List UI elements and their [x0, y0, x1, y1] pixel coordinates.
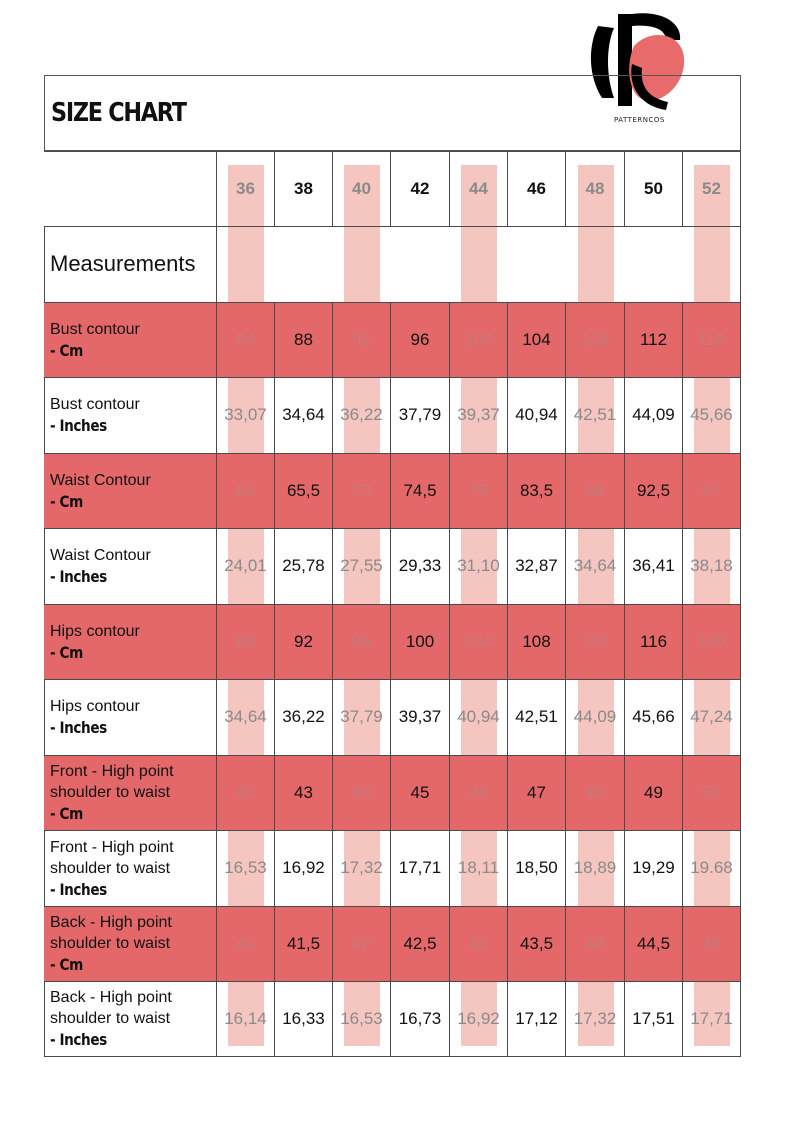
table-cell: 27,55 — [340, 556, 383, 576]
table-cell: 47 — [527, 782, 546, 802]
size-header-row — [44, 151, 741, 226]
measurement-name: Back - High point — [50, 989, 172, 1007]
table-cell: 39,37 — [457, 405, 500, 425]
table-cell: 16,92 — [282, 858, 325, 878]
table-cell: 100 — [405, 631, 435, 651]
measurement-name: Hips contour — [50, 698, 140, 716]
table-cell: 24,01 — [224, 556, 267, 576]
table-cell: 100 — [464, 329, 493, 349]
table-cell: 46 — [469, 782, 488, 802]
row-label — [50, 605, 140, 680]
table-cell: 34,64 — [573, 556, 617, 576]
measurement-unit: - Cm — [50, 642, 83, 662]
measurement-unit: - Inches — [50, 718, 107, 738]
table-cell: 92 — [294, 631, 313, 651]
measurement-name: Back - High point — [50, 914, 172, 932]
table-cell: 42,5 — [403, 933, 437, 953]
measurement-name: shoulder to waist — [50, 935, 171, 953]
measurement-name: shoulder to waist — [50, 1010, 171, 1028]
size-header: 52 — [702, 179, 721, 198]
table-cell: 41 — [236, 933, 255, 953]
size-header: 38 — [294, 179, 313, 198]
table-cell: 74,5 — [403, 480, 437, 500]
row-label — [50, 756, 174, 831]
size-header: 40 — [352, 179, 371, 198]
title-box — [44, 75, 741, 151]
table-cell: 18,11 — [457, 858, 500, 878]
table-cell: 16,33 — [282, 1008, 325, 1028]
table-cell: 43 — [294, 782, 313, 802]
table-cell: 88 — [585, 480, 605, 500]
table-row — [44, 679, 741, 755]
table-cell: 42 — [236, 782, 255, 802]
table-cell: 42,51 — [515, 707, 558, 727]
table-cell: 44 — [352, 782, 371, 802]
table-cell: 19.68 — [690, 858, 733, 878]
table-row — [44, 830, 741, 906]
table-row — [44, 755, 741, 831]
table-cell: 17,51 — [632, 1008, 675, 1028]
table-cell: 44,5 — [636, 933, 671, 953]
table-cell: 45,66 — [632, 707, 675, 727]
size-header: 48 — [585, 179, 605, 198]
table-cell: 40,94 — [515, 405, 558, 425]
measurement-unit: - Inches — [50, 879, 107, 899]
table-cell: 19,29 — [632, 858, 675, 878]
table-cell: 17,71 — [690, 1008, 733, 1028]
table-cell: 108 — [522, 631, 551, 651]
table-cell: 108 — [580, 329, 610, 349]
table-row — [44, 377, 741, 453]
page-title: SIZE CHART — [51, 98, 186, 128]
table-cell: 88 — [236, 631, 255, 651]
table-cell: 43,5 — [519, 933, 554, 953]
row-label — [50, 529, 151, 604]
measurement-name: Front - High point — [50, 838, 174, 856]
table-cell: 44,09 — [632, 405, 675, 425]
measurement-unit: - Cm — [50, 804, 83, 824]
table-row — [44, 906, 741, 982]
table-cell: 79 — [469, 480, 488, 500]
table-cell: 116 — [639, 631, 668, 651]
table-cell: 36,41 — [632, 556, 675, 576]
measurement-unit: - Inches — [50, 416, 107, 436]
table-cell: 17,12 — [515, 1008, 558, 1028]
measurement-name: shoulder to waist — [50, 859, 171, 877]
row-label — [50, 982, 172, 1056]
table-cell: 96 — [410, 329, 430, 349]
table-cell: 32,87 — [515, 556, 558, 576]
table-cell: 70 — [352, 480, 371, 500]
table-cell: 34,64 — [224, 707, 267, 727]
table-cell: 104 — [464, 631, 493, 651]
table-cell: 112 — [639, 329, 668, 349]
table-row — [44, 981, 741, 1057]
measurement-name: Bust contour — [50, 320, 140, 338]
measurement-name: shoulder to waist — [50, 784, 171, 802]
measurement-name: Waist Contour — [50, 471, 151, 489]
measurement-unit: - Cm — [50, 340, 83, 360]
table-cell: 37,79 — [340, 707, 383, 727]
table-cell: 34,64 — [282, 405, 325, 425]
table-cell: 45,66 — [690, 405, 733, 425]
table-cell: 41,5 — [286, 933, 321, 953]
table-row — [44, 604, 741, 680]
row-label — [50, 303, 140, 378]
size-header: 42 — [410, 179, 430, 198]
table-cell: 18,50 — [515, 858, 558, 878]
table-cell: 65,5 — [286, 480, 321, 500]
table-cell: 18,89 — [573, 858, 617, 878]
table-cell: 25,78 — [282, 556, 325, 576]
row-label — [50, 831, 174, 906]
brand-name: PATTERNCOS — [614, 116, 665, 124]
table-cell: 104 — [522, 329, 551, 349]
table-cell: 42,51 — [573, 405, 617, 425]
table-cell: 16,53 — [340, 1008, 383, 1028]
table-cell: 92 — [352, 329, 371, 349]
measurement-name: Hips contour — [50, 622, 140, 640]
table-cell: 49 — [644, 782, 663, 802]
measurement-name: Front - High point — [50, 763, 174, 781]
table-cell: 17,32 — [573, 1008, 617, 1028]
table-cell: 61 — [236, 480, 255, 500]
table-cell: 44,09 — [573, 707, 617, 727]
table-cell: 16,53 — [224, 858, 267, 878]
measurement-unit: - Inches — [50, 1030, 107, 1050]
measurement-unit: - Cm — [50, 491, 83, 511]
table-cell: 43 — [469, 933, 488, 953]
table-cell: 36,22 — [340, 405, 383, 425]
table-cell: 116 — [697, 329, 726, 349]
table-row — [44, 302, 741, 378]
size-header: 50 — [644, 179, 663, 198]
table-cell: 120 — [697, 631, 726, 651]
size-header: 44 — [469, 179, 488, 198]
table-row — [44, 528, 741, 604]
size-chart-table — [44, 151, 741, 1056]
measurement-unit: - Inches — [50, 567, 107, 587]
table-cell: 17,32 — [340, 858, 383, 878]
table-cell: 42 — [352, 933, 371, 953]
measurements-label: Measurements — [50, 250, 196, 276]
table-cell: 16,73 — [398, 1008, 442, 1028]
row-label — [50, 454, 151, 529]
size-header: 46 — [527, 179, 546, 198]
table-cell: 29,33 — [398, 556, 442, 576]
table-cell: 88 — [294, 329, 313, 349]
table-cell: 97 — [702, 480, 721, 500]
table-cell: 44 — [585, 933, 605, 953]
table-cell: 39,37 — [398, 707, 442, 727]
row-label — [50, 378, 140, 453]
table-cell: 92,5 — [636, 480, 671, 500]
table-cell: 48 — [585, 782, 605, 802]
row-label — [50, 680, 140, 755]
table-cell: 36,22 — [282, 707, 325, 727]
table-cell: 47,24 — [690, 707, 733, 727]
size-header: 36 — [236, 179, 255, 198]
table-cell: 17,71 — [398, 858, 442, 878]
table-cell: 84 — [236, 329, 255, 349]
table-cell: 37,79 — [398, 405, 442, 425]
measurement-unit: - Cm — [50, 955, 83, 975]
table-cell: 33,07 — [224, 405, 267, 425]
table-cell: 83,5 — [519, 480, 554, 500]
table-cell: 96 — [352, 631, 371, 651]
row-label — [50, 907, 172, 982]
table-cell: 16,92 — [457, 1008, 500, 1028]
table-cell: 112 — [581, 631, 609, 651]
measurement-name: Waist Contour — [50, 547, 151, 565]
table-cell: 38,18 — [690, 556, 733, 576]
table-cell: 31,10 — [457, 556, 500, 576]
table-cell: 16,14 — [224, 1008, 267, 1028]
table-cell: 50 — [702, 782, 721, 802]
measurement-name: Bust contour — [50, 396, 140, 414]
table-cell: 45 — [702, 933, 721, 953]
table-cell: 45 — [410, 782, 430, 802]
table-cell: 40,94 — [457, 707, 500, 727]
table-row — [44, 453, 741, 529]
